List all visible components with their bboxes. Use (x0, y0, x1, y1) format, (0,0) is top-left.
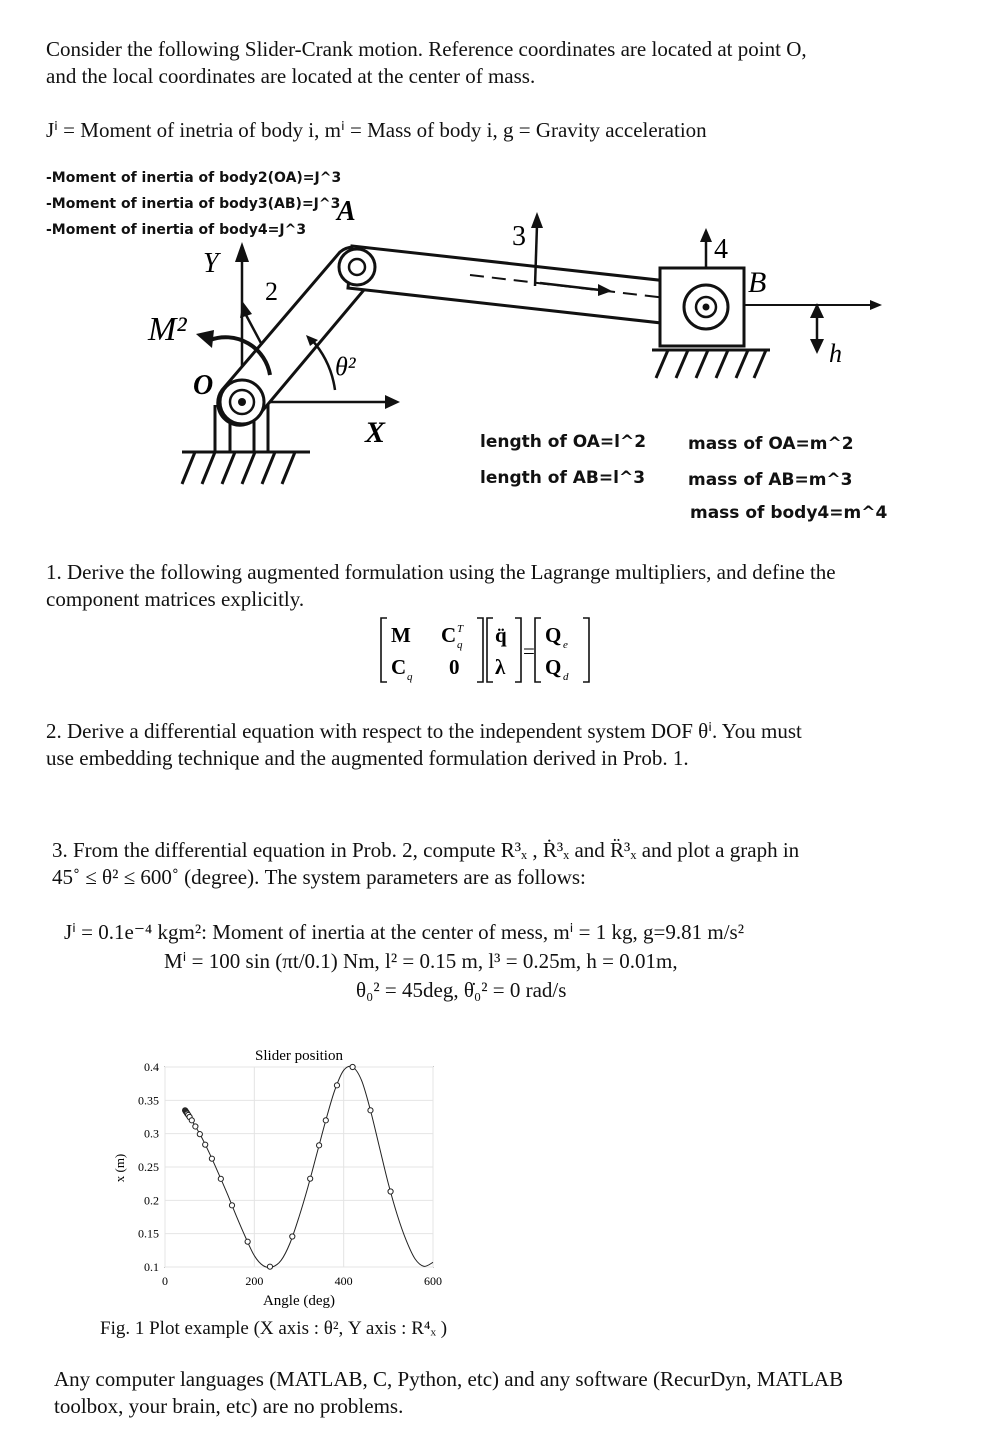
data-point (203, 1142, 208, 1147)
slider-line-arrow-icon (870, 300, 882, 310)
x-tick-label: 0 (162, 1274, 168, 1288)
problem3-line-2: 45˚ ≤ θ² ≤ 600˚ (degree). The system parameters are as follows: (52, 865, 586, 889)
problem2-line-1: 2. Derive a differential equation with respect to the independent system DOF θⁱ. You must (46, 719, 802, 743)
joint-O-pin (238, 398, 246, 406)
h-arrow-down-icon (810, 339, 824, 354)
chart-xlabel: Angle (deg) (262, 1293, 336, 1309)
label-M2: M² (148, 311, 187, 348)
data-point (197, 1132, 202, 1137)
mass-OA: mass of OA=m^2 (688, 434, 854, 454)
label-B: B (748, 266, 767, 299)
slider-local-axis-arrow-icon (700, 228, 712, 242)
y-tick-label: 0.1 (144, 1260, 159, 1274)
inertia-note-body2: -Moment of inertia of body2(OA)=J^3 (46, 170, 342, 186)
data-point (388, 1189, 393, 1194)
inertia-note-body4: -Moment of inertia of body4=J^3 (46, 222, 307, 238)
inertia-note-body3: -Moment of inertia of body3(AB)=J^3 (46, 196, 341, 212)
y-tick-label: 0.2 (144, 1193, 159, 1208)
svg-text:T: T (457, 623, 464, 635)
chart-ylabel: x (m) (112, 1153, 127, 1183)
params-line-2: Mⁱ = 100 sin (πt/0.1) Nm, l² = 0.15 m, l³ = 0.25m, h = 0.01m, (164, 949, 678, 973)
matrix-equals: = (523, 639, 535, 663)
coupler-local-y-arrow-icon (531, 212, 543, 228)
ground-right (652, 350, 770, 378)
data-point (350, 1064, 355, 1069)
y-tick-label: 0.3 (144, 1126, 159, 1141)
matrix-Cq: C (391, 655, 407, 679)
svg-text:q: q (457, 639, 463, 651)
intro-line-2: and the local coordinates are located at the center of mass. (46, 64, 536, 88)
moment-M2-arrow-icon (196, 330, 214, 348)
data-point (189, 1118, 194, 1123)
mass-AB: mass of AB=m^3 (688, 470, 853, 490)
data-point (193, 1124, 198, 1129)
label-O: O (193, 370, 214, 401)
data-point (290, 1234, 295, 1239)
y-tick-label: 0.25 (138, 1160, 159, 1174)
length-AB: length of AB=l^3 (480, 468, 646, 488)
problem3-line-1: 3. From the differential equation in Prob. 2, compute R³ₓ , Ṙ³ₓ and R̈³ₓ and plot a graph in (52, 838, 800, 862)
joint-B-pin (703, 304, 710, 311)
y-tick-label: 0.4 (144, 1060, 159, 1074)
y-tick-labels (138, 1060, 159, 1274)
data-point (218, 1176, 223, 1181)
data-point (308, 1176, 313, 1181)
problem1-line-1: 1. Derive the following augmented formulation using the Lagrange multipliers, and define the (46, 560, 836, 584)
data-point (267, 1264, 272, 1269)
label-A: A (337, 196, 356, 227)
joint-A-pin (349, 259, 365, 275)
figure-caption: Fig. 1 Plot example (X axis : θ², Y axis : R⁴ₓ ) (100, 1318, 448, 1339)
y-axis-arrow-icon (235, 242, 249, 262)
problem2-line-2: use embedding technique and the augmented formulation derived in Prob. 1. (46, 746, 689, 770)
chart-title: Slider position (255, 1048, 343, 1064)
data-point (323, 1118, 328, 1123)
x-tick-label: 400 (334, 1274, 353, 1288)
label-Y: Y (203, 248, 219, 279)
matrix-CqT: C (441, 623, 457, 647)
vector-lambda: λ (495, 655, 506, 679)
data-point (368, 1108, 373, 1113)
matrix-M: M (391, 623, 411, 647)
problem1-line-2: component matrices explicitly. (46, 587, 305, 611)
x-tick-label: 200 (245, 1274, 264, 1288)
y-tick-label: 0.15 (138, 1226, 159, 1241)
slider-position-chart (100, 1040, 480, 1320)
augmented-matrix-equation (375, 614, 605, 686)
x-tick-labels (162, 1274, 442, 1288)
data-point (334, 1083, 339, 1088)
vector-Qd: Q (545, 655, 562, 679)
crank-local-axis (246, 315, 262, 345)
vector-Qe: Q (545, 623, 562, 647)
x-axis-arrow-icon (385, 395, 400, 409)
data-point (245, 1239, 250, 1244)
length-OA: length of OA=l^2 (480, 432, 647, 452)
svg-text:q: q (407, 671, 413, 683)
svg-text:e: e (563, 639, 568, 651)
params-line-1: Jⁱ = 0.1e⁻⁴ kgm²: Moment of inertia at the center of mess, mⁱ = 1 kg, g=9.81 m/s² (64, 920, 745, 944)
x-tick-label: 600 (424, 1274, 442, 1288)
params-line-3: θ₀² = 45deg, θ̇₀² = 0 rad/s (356, 978, 567, 1002)
label-X: X (365, 416, 386, 449)
matrix-zero: 0 (449, 655, 460, 679)
vector-qdd: q̈ (495, 623, 507, 647)
definitions-line: Jⁱ = Moment of inetria of body i, mⁱ = Mass of body i, g = Gravity acceleration (46, 118, 707, 142)
ground-left (182, 452, 310, 484)
data-point (209, 1156, 214, 1161)
label-theta2: θ² (335, 352, 356, 381)
label-h: h (829, 339, 842, 368)
closing-line-1: Any computer languages (MATLAB, C, Python, etc) and any software (RecurDyn, MATLAB (54, 1367, 844, 1391)
y-tick-label: 0.35 (138, 1093, 159, 1108)
intro-line-1: Consider the following Slider-Crank motion. Reference coordinates are located at point O, (46, 37, 807, 61)
data-point (317, 1143, 322, 1148)
closing-line-2: toolbox, your brain, etc) are no problems. (54, 1394, 404, 1418)
mass-body4: mass of body4=m^4 (690, 503, 888, 523)
label-body-3: 3 (512, 221, 526, 252)
svg-text:d: d (563, 671, 569, 683)
label-body-2: 2 (265, 277, 278, 306)
label-body-4: 4 (714, 234, 728, 265)
data-point (229, 1203, 234, 1208)
